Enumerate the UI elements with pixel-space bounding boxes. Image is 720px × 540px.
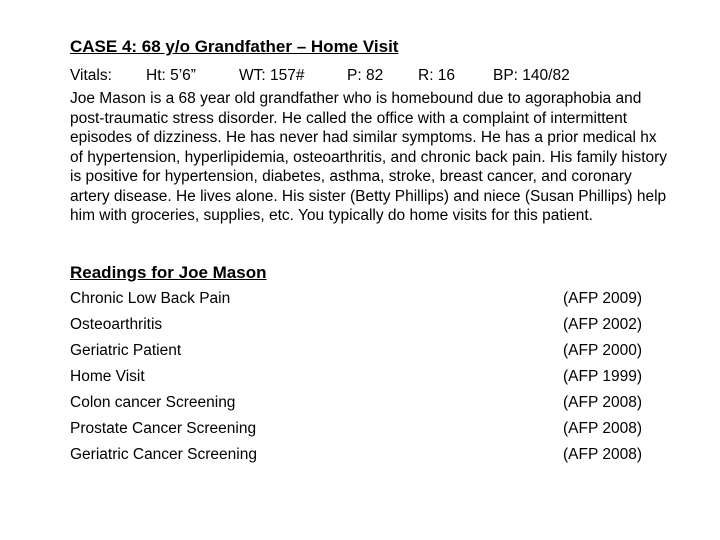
vitals-height: Ht: 5’6”	[146, 67, 196, 84]
vitals-label: Vitals:	[70, 67, 112, 84]
reading-source: (AFP 2009)	[563, 289, 642, 307]
reading-item	[70, 390, 642, 416]
reading-source: (AFP 2008)	[563, 419, 642, 437]
reading-source: (AFP 1999)	[563, 367, 642, 385]
reading-topic: Geriatric Patient	[70, 341, 182, 359]
reading-item	[70, 416, 642, 442]
reading-item	[70, 364, 642, 390]
readings-title: Readings for Joe Mason	[70, 262, 267, 282]
reading-source: (AFP 2008)	[563, 445, 642, 463]
reading-source: (AFP 2000)	[563, 341, 642, 359]
vitals-pulse: P: 82	[347, 67, 384, 84]
reading-item	[70, 286, 642, 312]
reading-topic: Geriatric Cancer Screening	[70, 445, 257, 463]
reading-item	[70, 442, 642, 468]
reading-topic: Osteoarthritis	[70, 315, 163, 333]
reading-source: (AFP 2008)	[563, 393, 642, 411]
case-narrative: Joe Mason is a 68 year old grandfather who is homebound due to agoraphobia and post-traumatic stress disorder. He called the office with a complaint of intermittent episodes of dizziness. He has never had similar symptoms. He has a prior medical hx of hypertension, hyperlipidemia, osteoarthritis, and chronic back pain. His family history is positive for hypertension, diabetes, asthma, stroke, breast cancer, and coronary artery disease. He lives alone. His sister (Betty Phillips) and niece (Susan Phillips) help him with groceries, supplies, etc. You typically do home visits for this patient.	[70, 90, 668, 224]
vitals-line	[70, 66, 670, 86]
reading-item	[70, 312, 642, 338]
reading-topic: Prostate Cancer Screening	[70, 419, 257, 437]
vitals-weight: WT: 157#	[239, 67, 305, 84]
reading-topic: Colon cancer Screening	[70, 393, 236, 411]
reading-topic: Chronic Low Back Pain	[70, 289, 231, 307]
case-title: CASE 4: 68 y/o Grandfather – Home Visit	[70, 37, 399, 56]
vitals-blood-pressure: BP: 140/82	[493, 67, 570, 84]
reading-item	[70, 338, 642, 364]
vitals-respiration: R: 16	[418, 67, 456, 84]
case-document	[70, 36, 670, 468]
reading-topic: Home Visit	[70, 367, 145, 385]
readings-list	[70, 286, 670, 468]
reading-source: (AFP 2002)	[563, 315, 642, 333]
